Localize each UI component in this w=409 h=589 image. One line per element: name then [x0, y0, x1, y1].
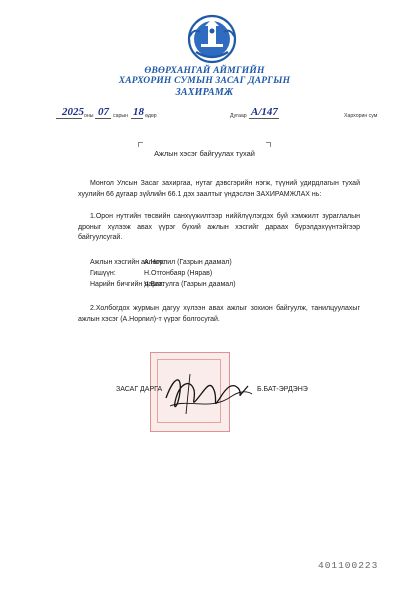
- date-day: 18: [133, 106, 144, 118]
- intro-text: Монгол Улсын Засаг захиргаа, нутаг дэвсгэрийн нэгж, түүний удирдлагын тухай хуулийн 66 дугаар зүйлийн 66.1 дэх заалтыг үндэслэн ЗАХИРАМЖЛАХ нь:: [78, 180, 360, 198]
- number-label: Дугаар: [230, 113, 247, 119]
- org-line-1: ӨВӨРХАНГАЙ АЙМГИЙН: [144, 66, 265, 76]
- document-subject: Ажлын хэсэг байгуулах тухай: [154, 149, 255, 158]
- document-number-underline: [249, 118, 279, 119]
- intro-paragraph: [78, 179, 360, 200]
- org-line-2: ХАРХОРИН СУМЫН ЗАСАГ ДАРГЫН: [118, 76, 291, 86]
- member-role-1: Ажлын хэсгийн ахлагч:: [90, 259, 165, 266]
- item-1-text: 1.Орон нутгийн төсвийн санхүүжилтээр ниййлүүлэгдэх буй хэмжилт зураглалын дроныг хүлээж авах үүрэг бүхий ажлын хэсгийг дараах бүрэлдэхүүнтэйгээр байгуулсугай.: [78, 213, 360, 241]
- item-2-paragraph: [78, 304, 360, 325]
- place: Хархорин сум: [344, 113, 378, 119]
- member-name-3: Ч.Баттулга (Газрын даамал): [144, 281, 236, 288]
- state-emblem-icon: [186, 14, 238, 64]
- signer-title: ЗАСАГ ДАРГА: [116, 386, 163, 393]
- corner-mark-left: [138, 142, 143, 147]
- date-year-suffix: оны: [84, 113, 94, 119]
- document-serial-code: 401100223: [318, 560, 379, 571]
- document-number: А/147: [251, 106, 278, 118]
- date-year-underline: [56, 118, 82, 119]
- date-year: 2025: [62, 106, 84, 118]
- document-type: ЗАХИРАМЖ: [175, 87, 234, 98]
- date-month-suffix: сарын: [113, 113, 128, 119]
- date-day-underline: [131, 118, 143, 119]
- member-role-3: Нарийн бичгийн дарга:: [90, 281, 165, 288]
- corner-mark-right: [266, 142, 271, 147]
- date-day-suffix: өдөр: [145, 113, 157, 119]
- handwritten-signature: [160, 368, 256, 418]
- member-name-2: Н.Отгонбаяр (Нярав): [144, 270, 213, 277]
- item-1-paragraph: [78, 212, 360, 244]
- signer-name: Б.БАТ-ЭРДЭНЭ: [257, 386, 308, 393]
- date-month-underline: [95, 118, 111, 119]
- item-2-text: 2.Холбогдох журмын дагуу хүлээн авах ажлыг зохион байгуулж, танилцуулахыг ажлын хэсэг (А.Норпил)-т үүрэг болгосугай.: [78, 305, 360, 323]
- member-role-2: Гишүүн:: [90, 270, 116, 277]
- member-name-1: А.Норпил (Газрын даамал): [144, 259, 232, 266]
- date-month: 07: [98, 106, 109, 118]
